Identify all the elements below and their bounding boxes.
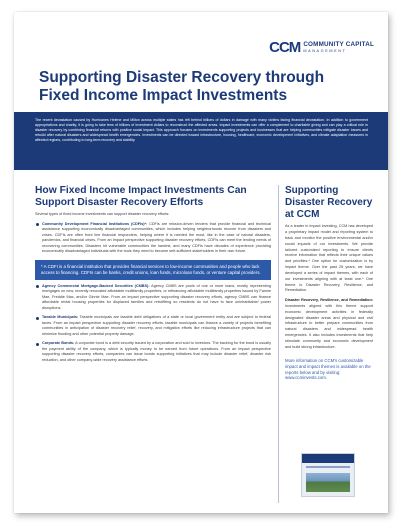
logo-wordmark: [303, 42, 374, 53]
right-heading: Supporting Disaster Recovery at CCM: [285, 185, 373, 220]
right-column: [285, 185, 373, 381]
bullet-corporate-bonds: [35, 341, 271, 363]
cdfi-callout: [35, 260, 271, 280]
thumbnail-image: [306, 473, 350, 492]
logo-mark: CCM: [269, 39, 301, 56]
bullet-term: Taxable Municipals:: [42, 315, 79, 320]
bullet-term: Community Development Financial Institutions (CDFIs)*:: [42, 221, 148, 226]
bullet-dot-icon: [36, 285, 39, 288]
bullet-text: Taxable municipals are taxable debt obligations of a state or local government entity and are subject to federal taxes. From an impact perspective supporting disaster recovery efforts, taxable municipals can finance a variety of projects benefiting communities in anticipation of disaster recovery relief, recovery, and mitigation efforts like reducing infrastructure projects that can minimize flooding and other potential property damage.: [42, 315, 271, 336]
thumbnail-title-bar: [306, 466, 350, 468]
intro-banner: [14, 112, 388, 170]
bullet-text: Agency CMBS are pools of one or more loans, mostly representing mortgages on new, recently renovated affordable multifamily properties, or refinancing affordable multifamily properties issued by Fannie Mae, Freddie Mac, and/or Ginnie Mae. From an impact perspective supporting disaster recovery efforts, agency CMBS can finance affordable rental housing properties for displaced families and retrofitting so residents do not have to face uninhabitable/ power disruptions.: [42, 283, 271, 310]
report-thumbnail[interactable]: [301, 453, 355, 497]
bullet-text: A corporate bond is a debt security issued by a corporation and sold to investors. The backing for the bond is usually the payment ability of the company, which is typically money to be earned from future operations. From an impact perspective supporting disaster recovery efforts, companies can issue bonds supporting initiatives that may include disaster relief, disaster risk reduction, and other company-wide recovery assistance efforts.: [42, 341, 271, 362]
left-heading: How Fixed Income Impact Investments Can Support Disaster Recovery Efforts: [35, 185, 247, 209]
theme-label: Disaster Recovery, Resilience, and Remediation:: [285, 298, 373, 303]
bullet-dot-icon: [36, 317, 39, 320]
bullet-taxable-municipals: [35, 315, 271, 337]
callout-text: * A CDFI is a financial institution that provides financial services to low-income communities and people who lack access to financing. CDFIs can be banks, credit unions, loan funds, microloan funds, or venture capital providers.: [41, 263, 261, 275]
page-title: Supporting Disaster Recovery through Fixed Income Impact Investments: [39, 69, 325, 104]
bullet-agency-cmbs: [35, 284, 271, 312]
thumbnail-header: [302, 454, 354, 463]
column-divider: [278, 185, 279, 503]
document-page: [14, 12, 388, 513]
left-column: [35, 185, 271, 363]
intro-text: The recent devastation caused by Hurricanes Helene and Milton across multiple states has left behind billions of dollars in damage with many victims facing financial devastation. In addition to government appropriations and charity, it is going to take tens of billions of investment dollars to reconstruct the affected areas. Impact investments can offer a complement to charitable giving and can play a critical role in disaster recovery by combining financial returns with positive social impact. This approach focuses on investments supporting projects and businesses that are helping communities mitigate disaster losses and rebuild after natural disasters and widespread health emergencies. Investments can be directed toward infrastructure, housing, healthcare, economic development initiatives, and climate adaptation measures in affected regions, contributing to long-term recovery and stability.: [35, 118, 368, 143]
right-paragraph-2: [285, 298, 373, 350]
right-paragraph-1: As a leader in impact investing, CCM has developed a proprietary impact model and reporting system to track and monitor the positive environmental and/or social impacts of our investments. We provide tailored customized reporting to ensure clients receive information that reflects their unique values and priorities.* One option for customization is by impact theme. Over the past 25 years, we have developed a series of impact themes, with each of our investments aligning with at least one.* One theme is Disaster Recovery, Resilience, and Remediation.: [285, 224, 373, 293]
left-intro: Several types of fixed income investments can support disaster recovery efforts:: [35, 212, 170, 217]
bullet-text: CDFIs are mission-driven lenders that provide financial and technical assistance supporting economically disadvantaged communities, which includes helping neighborhoods recover from disasters and crises. CDFIs are often front line financial responders, helping where it is needed the most, like in the case of natural disasters, pandemics, and financial crises. From an impact perspective supporting disaster recovery efforts, CDFIs can meet the lending needs of recovering communities. Disasters hit vulnerable communities the hardest, and many CDFIs have decades of experience providing economically disadvantaged individuals with the tools they need to become self-sufficient stakeholders in their own future.: [42, 221, 271, 254]
theme-text: Investments aligned with this theme support economic development activities in federally designated disaster areas and physical and civil infrastructure to better prepare communities from natural disasters and widespread health emergencies. It also includes investments that help stimulate community and economic development and build strong infrastructure.: [285, 303, 373, 349]
logo-name-line2: MANAGEMENT: [303, 48, 347, 53]
bullet-cdfi: [35, 222, 271, 255]
bullet-dot-icon: [36, 343, 39, 346]
ccm-logo: [269, 40, 374, 55]
more-info-link[interactable]: More information on CCM's customizable impact and impact themes is available on the reports below and by visiting: www.ccminvests.com.: [285, 358, 371, 381]
bullet-term: Corporate Bonds:: [42, 341, 75, 346]
bullet-dot-icon: [36, 223, 39, 226]
bullet-term: Agency Commercial Mortgage-Backed Securities (CMBS):: [42, 283, 150, 288]
logo-name-line1: COMMUNITY CAPITAL: [303, 41, 374, 49]
